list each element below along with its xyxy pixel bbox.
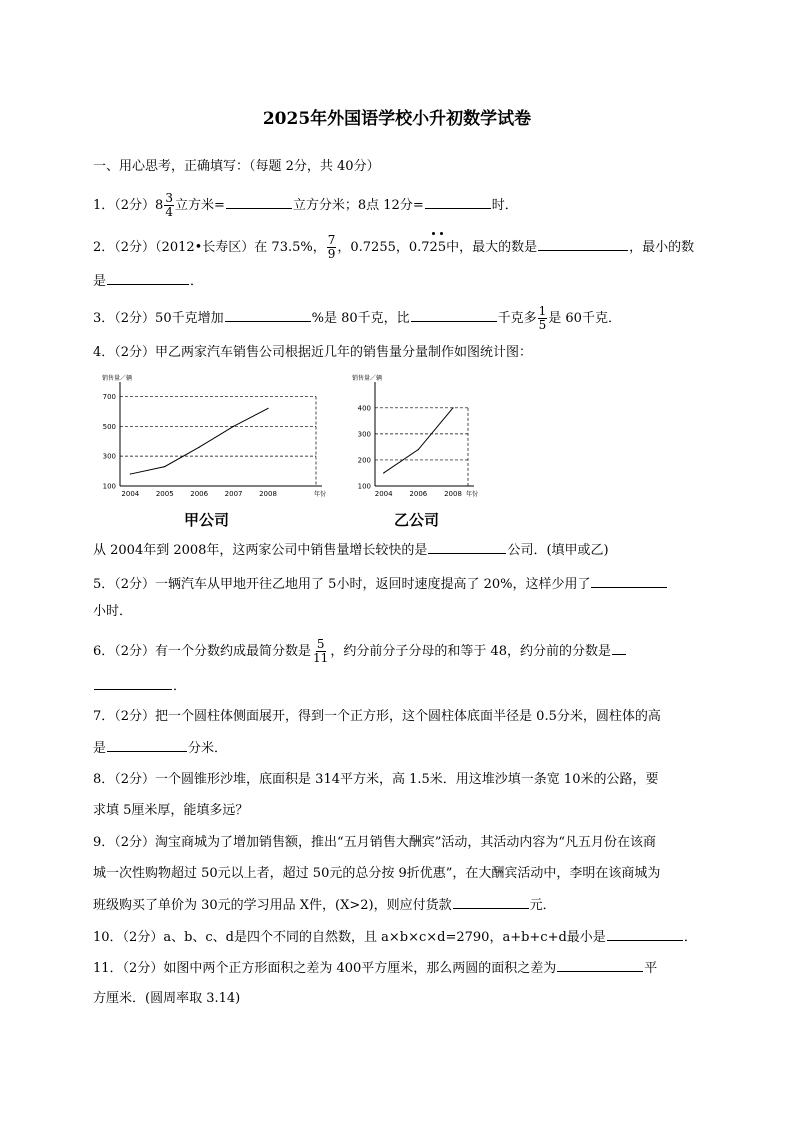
y-tick-label: 300 (357, 430, 371, 439)
y-tick-label: 700 (102, 392, 116, 401)
question-4-answer: 从 2004年到 2008年，这两家公司中销售量增长较快的是 公司．(填甲或乙) (93, 540, 713, 561)
question-5-cont: 小时． (93, 604, 133, 619)
fraction: $\frac{3}{4}$ (165, 191, 173, 219)
question-10: 10．（2分）a、b、c、d是四个不同的自然数，且 a×b×c×d=2790，a+b+c+d最小是 ． (93, 927, 713, 948)
data-point (383, 472, 384, 473)
answer-blank[interactable] (428, 540, 506, 554)
answer-blank[interactable] (107, 271, 189, 285)
answer-blank[interactable] (226, 195, 292, 209)
x-tick-label: 2005 (155, 490, 174, 498)
y-tick-label: 400 (357, 404, 371, 413)
repeating-digit: 2 (430, 238, 438, 258)
question-3: 3．（2分）50千克增加 %是 80千克，比 千克多 $\frac{1}{5}$ 是 60千克． (93, 304, 621, 332)
answer-blank[interactable] (107, 738, 187, 752)
repeating-digit: 5 (438, 238, 446, 258)
answer-blank[interactable] (607, 927, 683, 941)
question-7-cont: 是 分米． (93, 738, 713, 759)
answer-blank[interactable] (453, 895, 529, 909)
series-line (130, 408, 268, 474)
x-tick-label: 2006 (190, 490, 209, 498)
x-tick-label: 2004 (121, 490, 140, 498)
data-point (267, 408, 268, 409)
question-2: 2．（2分）（2012•长寿区）在 73.5%， $\frac{7}{9}$ ，0.7255，0.725中，最大的数是 ，最小的数 (93, 233, 695, 261)
question-7: 7．（2分）把一个圆柱体侧面展开，得到一个正方形，这个圆柱体底面半径是 0.5分米，圆柱体的高 (93, 709, 661, 724)
y-tick-label: 100 (102, 482, 116, 491)
y-axis-label: 销售量／辆 (102, 375, 133, 382)
data-point (130, 473, 131, 474)
chart-caption-yi: 乙公司 (394, 511, 440, 529)
answer-blank[interactable] (612, 641, 626, 655)
answer-blank[interactable] (94, 676, 172, 690)
answer-blank[interactable] (411, 308, 497, 322)
answer-blank[interactable] (557, 958, 643, 972)
x-tick-label: 2006 (409, 490, 428, 498)
line-chart-yi (350, 370, 505, 505)
question-2-cont: 是 ． (93, 271, 713, 292)
question-11: 11．（2分）如图中两个正方形面积之差为 400平方厘米，那么两圆的面积之差为 平 (93, 958, 713, 979)
chart-caption-jia: 甲公司 (184, 511, 230, 529)
data-point (452, 407, 453, 408)
y-tick-label: 100 (357, 482, 371, 491)
x-tick-label: 2008 (259, 490, 277, 498)
question-9-cont2: 班级购买了单价为 30元的学习用品 X件，(X>2)，则应付货款 元． (93, 895, 713, 916)
question-9: 9．（2分）淘宝商城为了增加销售额，推出“五月销售大酬宾”活动，其活动内容为“凡五月份在该商 (93, 835, 656, 850)
data-point (199, 447, 200, 448)
fraction: $\frac{5}{11}$ (313, 637, 329, 665)
question-1: 1．（2分）8 $\frac{3}{4}$ 立方米= 立方分米；8点 12分= 时． (93, 191, 518, 219)
x-axis-label: 年份 (465, 491, 479, 498)
fraction: $\frac{1}{5}$ (538, 304, 547, 332)
fraction: $\frac{7}{9}$ (327, 233, 336, 261)
answer-blank[interactable] (225, 308, 311, 322)
page-title: 2025年外国语学校小升初数学试卷 (262, 109, 532, 129)
line-chart-jia (100, 370, 335, 505)
data-point (164, 466, 165, 467)
question-11-cont: 方厘米．(圆周率取 3.14) (93, 991, 241, 1006)
question-6: 6．（2分）有一个分数约成最简分数是 $\frac{5}{11}$ ，约分前分子分母的和等于 48，约分前的分数是 (93, 638, 713, 665)
y-tick-label: 200 (357, 456, 371, 465)
y-tick-label: 300 (102, 452, 116, 461)
question-9-cont: 城一次性购物超过 50元以上者，超过 50元的总分按 9折优惠”，在大酬宾活动中，李明在该商城为 (93, 866, 661, 881)
data-point (418, 449, 419, 450)
data-point (233, 426, 234, 427)
question-5: 5．（2分）一辆汽车从甲地开往乙地用了 5小时，返回时速度提高了 20%，这样少用了 (93, 574, 713, 595)
question-8-cont: 求填 5厘米厚，能填多远？ (93, 803, 249, 818)
question-4: 4．（2分）甲乙两家汽车销售公司根据近几年的销售量分量制作如图统计图： (93, 345, 533, 360)
section-heading: 一、用心思考，正确填写：（每题 2分，共 40分） (93, 159, 380, 174)
series-line (384, 408, 453, 473)
answer-blank[interactable] (425, 195, 491, 209)
x-tick-label: 2008 (444, 490, 462, 498)
y-tick-label: 500 (102, 422, 116, 431)
x-axis-label: 年份 (313, 491, 327, 498)
answer-blank[interactable] (538, 237, 628, 251)
x-tick-label: 2007 (224, 490, 243, 498)
x-tick-label: 2004 (374, 490, 393, 498)
question-8: 8．（2分）一个圆锥形沙堆，底面积是 314平方米，高 1.5米．用这堆沙填一条宽 10米的公路，要 (93, 772, 659, 787)
answer-blank[interactable] (591, 574, 667, 588)
chart-jia (100, 370, 335, 505)
y-axis-label: 销售量／辆 (352, 375, 383, 382)
question-6-cont: ． (93, 676, 713, 697)
chart-yi (350, 370, 505, 505)
